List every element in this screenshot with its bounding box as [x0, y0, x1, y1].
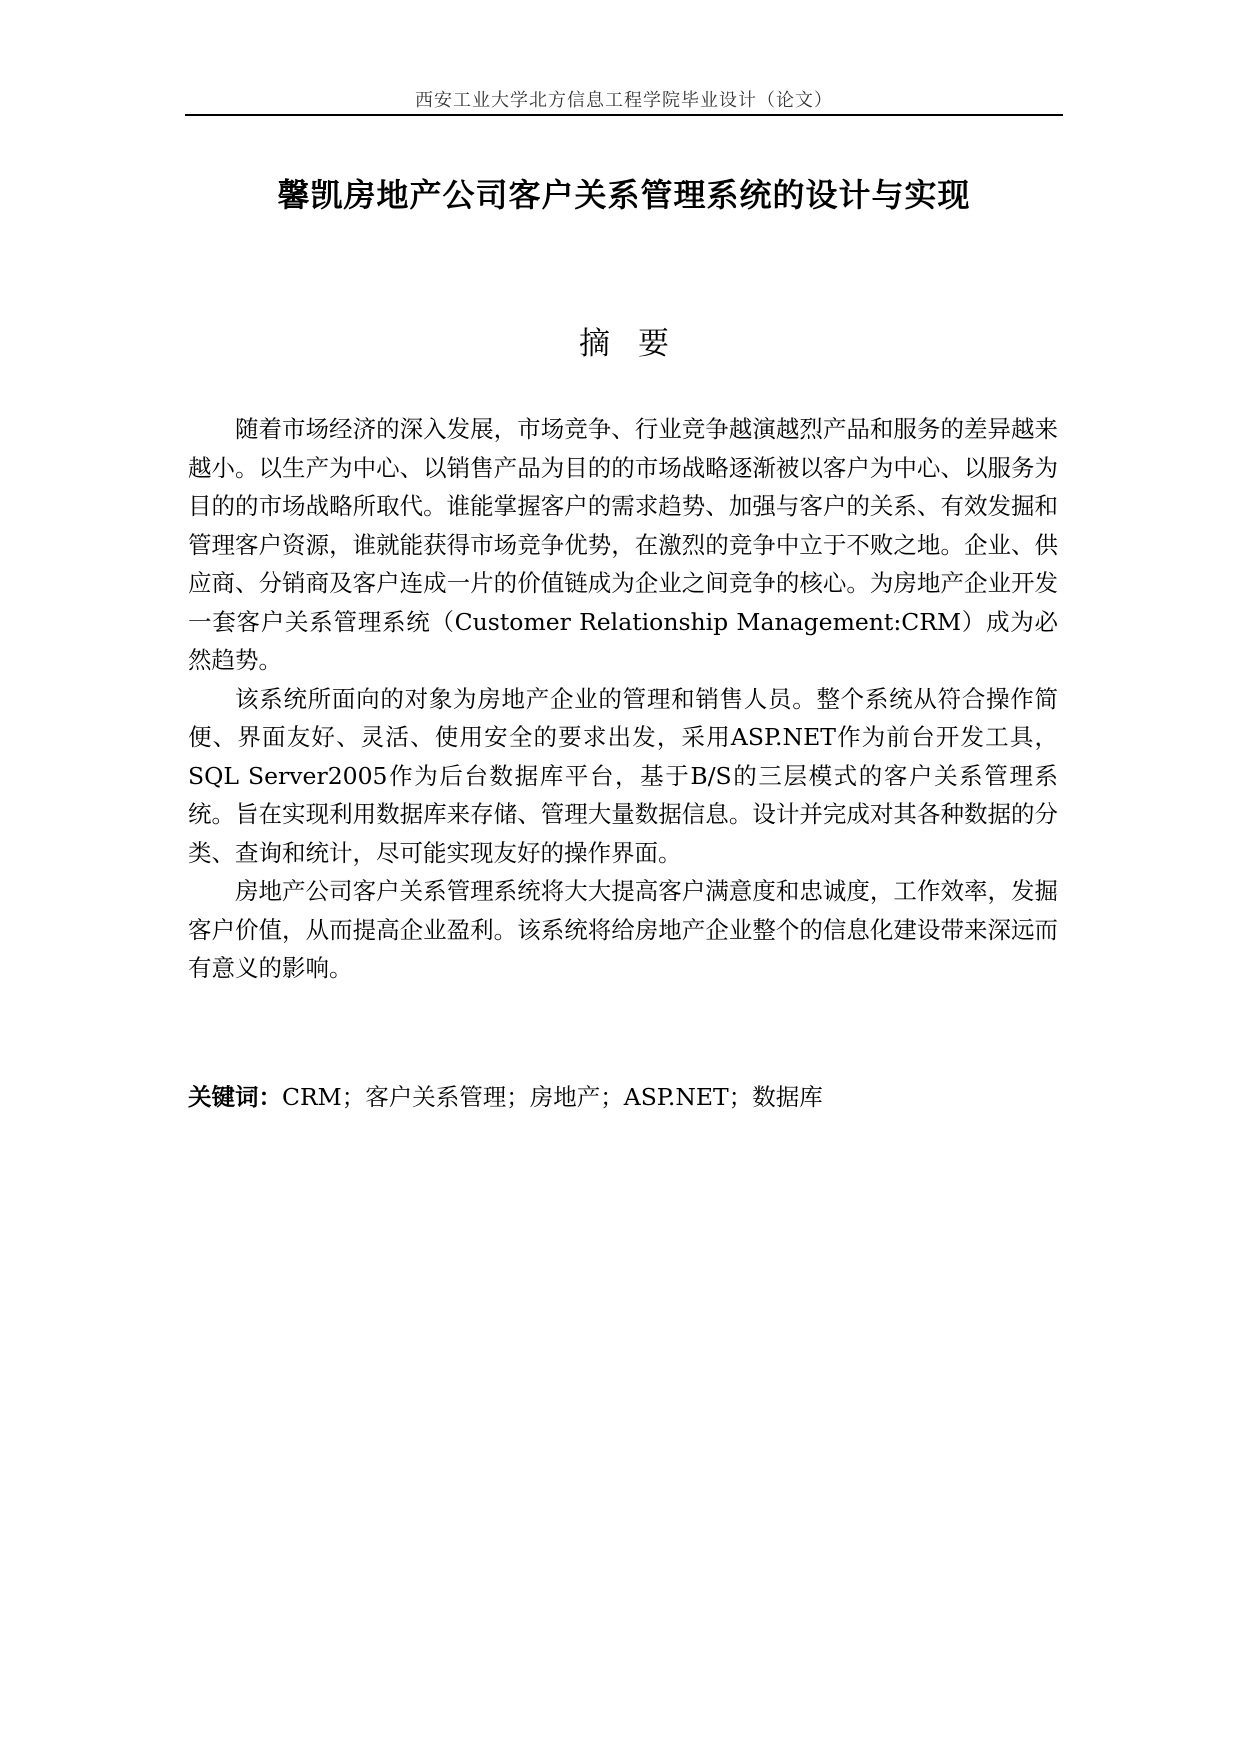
document-title: 馨凯房地产公司客户关系管理系统的设计与实现	[277, 176, 971, 214]
keywords-line	[188, 1078, 1058, 1116]
abstract-body	[188, 410, 1058, 988]
abstract-heading: 摘要	[579, 326, 697, 362]
header-rule	[185, 114, 1063, 116]
abstract-paragraph-1: 随着市场经济的深入发展，市场竞争、行业竞争越演越烈产品和服务的差异越来越小。以生产为中心、以销售产品为目的的市场战略逐渐被以客户为中心、以服务为目的的市场战略所取代。谁能掌握客户的需求趋势、加强与客户的关系、有效发掘和管理客户资源，谁就能获得市场竞争优势，在激烈的竞争中立于不败之地。企业、供应商、分销商及客户连成一片的价值链成为企业之间竞争的核心。为房地产企业开发一套客户关系管理系统（Customer Relationship Management:CRM）成为必然趋势。	[188, 415, 1058, 674]
abstract-paragraph-2: 该系统所面向的对象为房地产企业的管理和销售人员。整个系统从符合操作简便、界面友好、灵活、使用安全的要求出发，采用ASP.NET作为前台开发工具，SQL Server2005作为后台数据库平台，基于B/S的三层模式的客户关系管理系统。旨在实现利用数据库来存储、管理大量数据信息。设计并完成对其各种数据的分类、查询和统计，尽可能实现友好的操作界面。	[188, 684, 1058, 867]
running-header: 西安工业大学北方信息工程学院毕业设计（论文）	[415, 90, 833, 111]
keywords-text: CRM；客户关系管理；房地产；ASP.NET；数据库	[282, 1083, 823, 1111]
abstract-paragraph-3: 房地产公司客户关系管理系统将大大提高客户满意度和忠诚度，工作效率，发掘客户价值，从而提高企业盈利。该系统将给房地产企业整个的信息化建设带来深远而有意义的影响。	[188, 877, 1058, 982]
keywords-label: 关键词：	[188, 1083, 282, 1111]
